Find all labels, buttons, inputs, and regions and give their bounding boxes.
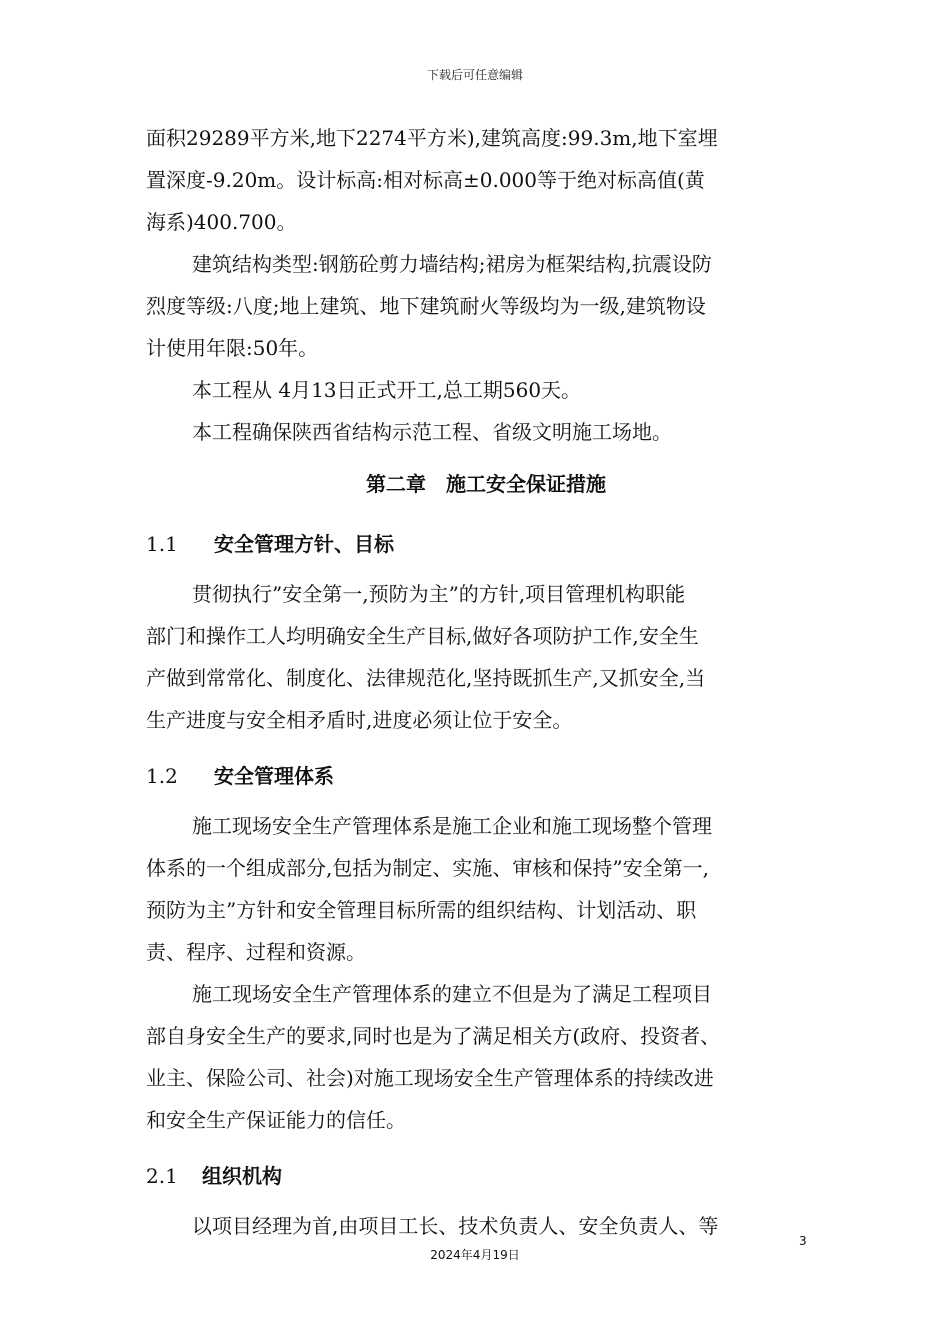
section-title: 安全管理体系	[214, 764, 334, 788]
section-number: 2.1	[146, 1164, 178, 1188]
section-title: 组织机构	[202, 1164, 282, 1188]
paragraph-system-definition	[146, 805, 826, 973]
paragraph-quality-goal: 本工程确保陕西省结构示范工程、省级文明施工场地。	[192, 420, 672, 444]
section-heading-1-1	[146, 515, 826, 573]
text-line: 部自身安全生产的要求,同时也是为了满足相关方(政府、投资者、	[146, 1024, 721, 1048]
text-line: 贯彻执行”安全第一,预防为主”的方针,项目管理机构职能	[192, 582, 686, 606]
text-line: 施工现场安全生产管理体系是施工企业和施工现场整个管理	[192, 814, 712, 838]
paragraph-system-purpose	[146, 973, 826, 1141]
text-line: 置深度-9.20m。设计标高:相对标高±0.000等于绝对标高值(黄	[146, 168, 705, 192]
page-number: 3	[799, 1234, 807, 1248]
text-line: 体系的一个组成部分,包括为制定、实施、审核和保持”安全第一,	[146, 856, 709, 880]
paragraph-area-height	[146, 117, 826, 243]
text-line: 烈度等级:八度;地上建筑、地下建筑耐火等级均为一级,建筑物设	[146, 294, 706, 318]
paragraph-structure-type	[146, 243, 826, 369]
text-line: 建筑结构类型:钢筋砼剪力墙结构;裙房为框架结构,抗震设防	[192, 252, 712, 276]
text-line: 生产进度与安全相矛盾时,进度必须让位于安全。	[146, 708, 573, 732]
text-line: 和安全生产保证能力的信任。	[146, 1108, 406, 1132]
text-line: 面积29289平方米,地下2274平方米),建筑高度:99.3m,地下室埋	[146, 126, 718, 150]
chapter-heading: 第二章 施工安全保证措施	[366, 472, 606, 496]
text-line: 产做到常常化、制度化、法律规范化,坚持既抓生产,又抓安全,当	[146, 666, 706, 690]
footer-date: 2024年4月19日	[430, 1248, 520, 1262]
document-body	[146, 117, 826, 1247]
paragraph-organization: 以项目经理为首,由项目工长、技术负责人、安全负责人、等	[192, 1214, 719, 1238]
text-line: 计使用年限:50年。	[146, 336, 319, 360]
section-number: 1.2	[146, 764, 178, 788]
header-note: 下载后可任意编辑	[426, 68, 523, 82]
text-line: 部门和操作工人均明确安全生产目标,做好各项防护工作,安全生	[146, 624, 699, 648]
paragraph-policy	[146, 573, 826, 741]
text-line: 预防为主”方针和安全管理目标所需的组织结构、计划活动、职	[146, 898, 697, 922]
paragraph-schedule: 本工程从 4月13日正式开工,总工期560天。	[192, 378, 582, 402]
text-line: 海系)400.700。	[146, 210, 297, 234]
text-line: 施工现场安全生产管理体系的建立不但是为了满足工程项目	[192, 982, 712, 1006]
section-title: 安全管理方针、目标	[214, 532, 394, 556]
text-line: 业主、保险公司、社会)对施工现场安全生产管理体系的持续改进	[146, 1066, 714, 1090]
text-line: 责、程序、过程和资源。	[146, 940, 366, 964]
section-heading-1-2	[146, 747, 826, 805]
section-number: 1.1	[146, 532, 178, 556]
section-heading-2-1	[146, 1147, 826, 1205]
